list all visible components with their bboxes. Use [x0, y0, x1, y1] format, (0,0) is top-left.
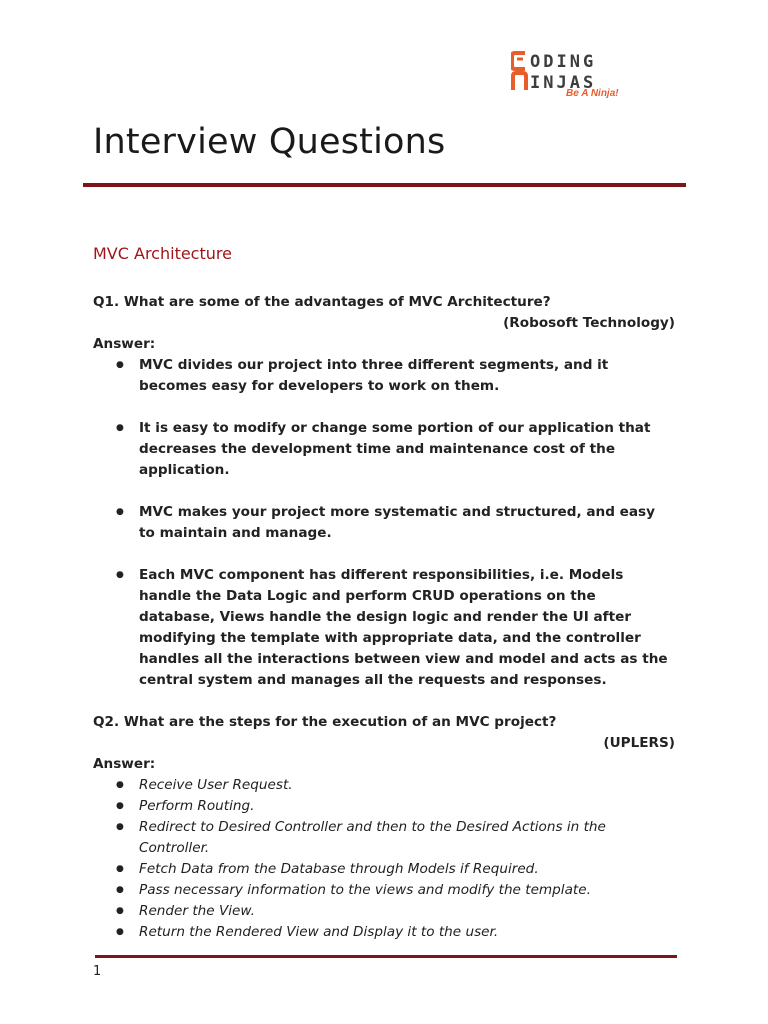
coding-ninjas-logo — [511, 50, 631, 102]
footer-divider — [95, 955, 677, 958]
list-item: ● Perform Routing. — [93, 796, 675, 817]
list-item: ● Return the Rendered View and Display it to the user. — [93, 922, 675, 943]
list-item: ● Pass necessary information to the views and modify the template. — [93, 880, 675, 901]
logo-mark — [511, 50, 631, 90]
question-1-answer-label: Answer: — [93, 336, 156, 352]
question-2-answer-label: Answer: — [93, 756, 156, 772]
svg-text:ODING: ODING — [530, 52, 597, 72]
page-title: Interview Questions — [93, 122, 446, 162]
section-title: MVC Architecture — [93, 244, 232, 263]
list-item: ● Each MVC component has different responsibilities, i.e. Models handle the Data Logic and perform CRUD operations on the database, Views handle the design logic and render the UI after modifying the template with appropriate data, and the controller handles all the interactions between view and model and acts as the central system and manages all the requests and responses. — [93, 565, 675, 691]
list-item: ● Redirect to Desired Controller and then to the Desired Actions in the Controller. — [93, 817, 675, 859]
question-2-steps-list — [93, 775, 675, 943]
page-number: 1 — [93, 964, 102, 979]
list-item: ● MVC makes your project more systematic and structured, and easy to maintain and manage. — [93, 502, 675, 544]
question-2-company: (UPLERS) — [603, 735, 675, 751]
list-item: ● Receive User Request. — [93, 775, 675, 796]
document-body — [93, 292, 675, 943]
question-2: Q2. What are the steps for the execution of an MVC project? — [93, 714, 557, 730]
list-item: ● Render the View. — [93, 901, 675, 922]
logo-tagline: Be A Ninja! — [566, 88, 619, 99]
question-1-company: (Robosoft Technology) — [503, 315, 675, 331]
list-item: ● It is easy to modify or change some portion of our application that decreases the development time and maintenance cost of the application. — [93, 418, 675, 481]
list-item: ● MVC divides our project into three different segments, and it becomes easy for developers to work on them. — [93, 355, 675, 397]
svg-text:INJAS: INJAS — [530, 73, 597, 90]
title-divider — [83, 183, 686, 187]
question-1-answer-list — [93, 355, 675, 691]
question-1: Q1. What are some of the advantages of MVC Architecture? — [93, 294, 551, 310]
list-item: ● Fetch Data from the Database through Models if Required. — [93, 859, 675, 880]
